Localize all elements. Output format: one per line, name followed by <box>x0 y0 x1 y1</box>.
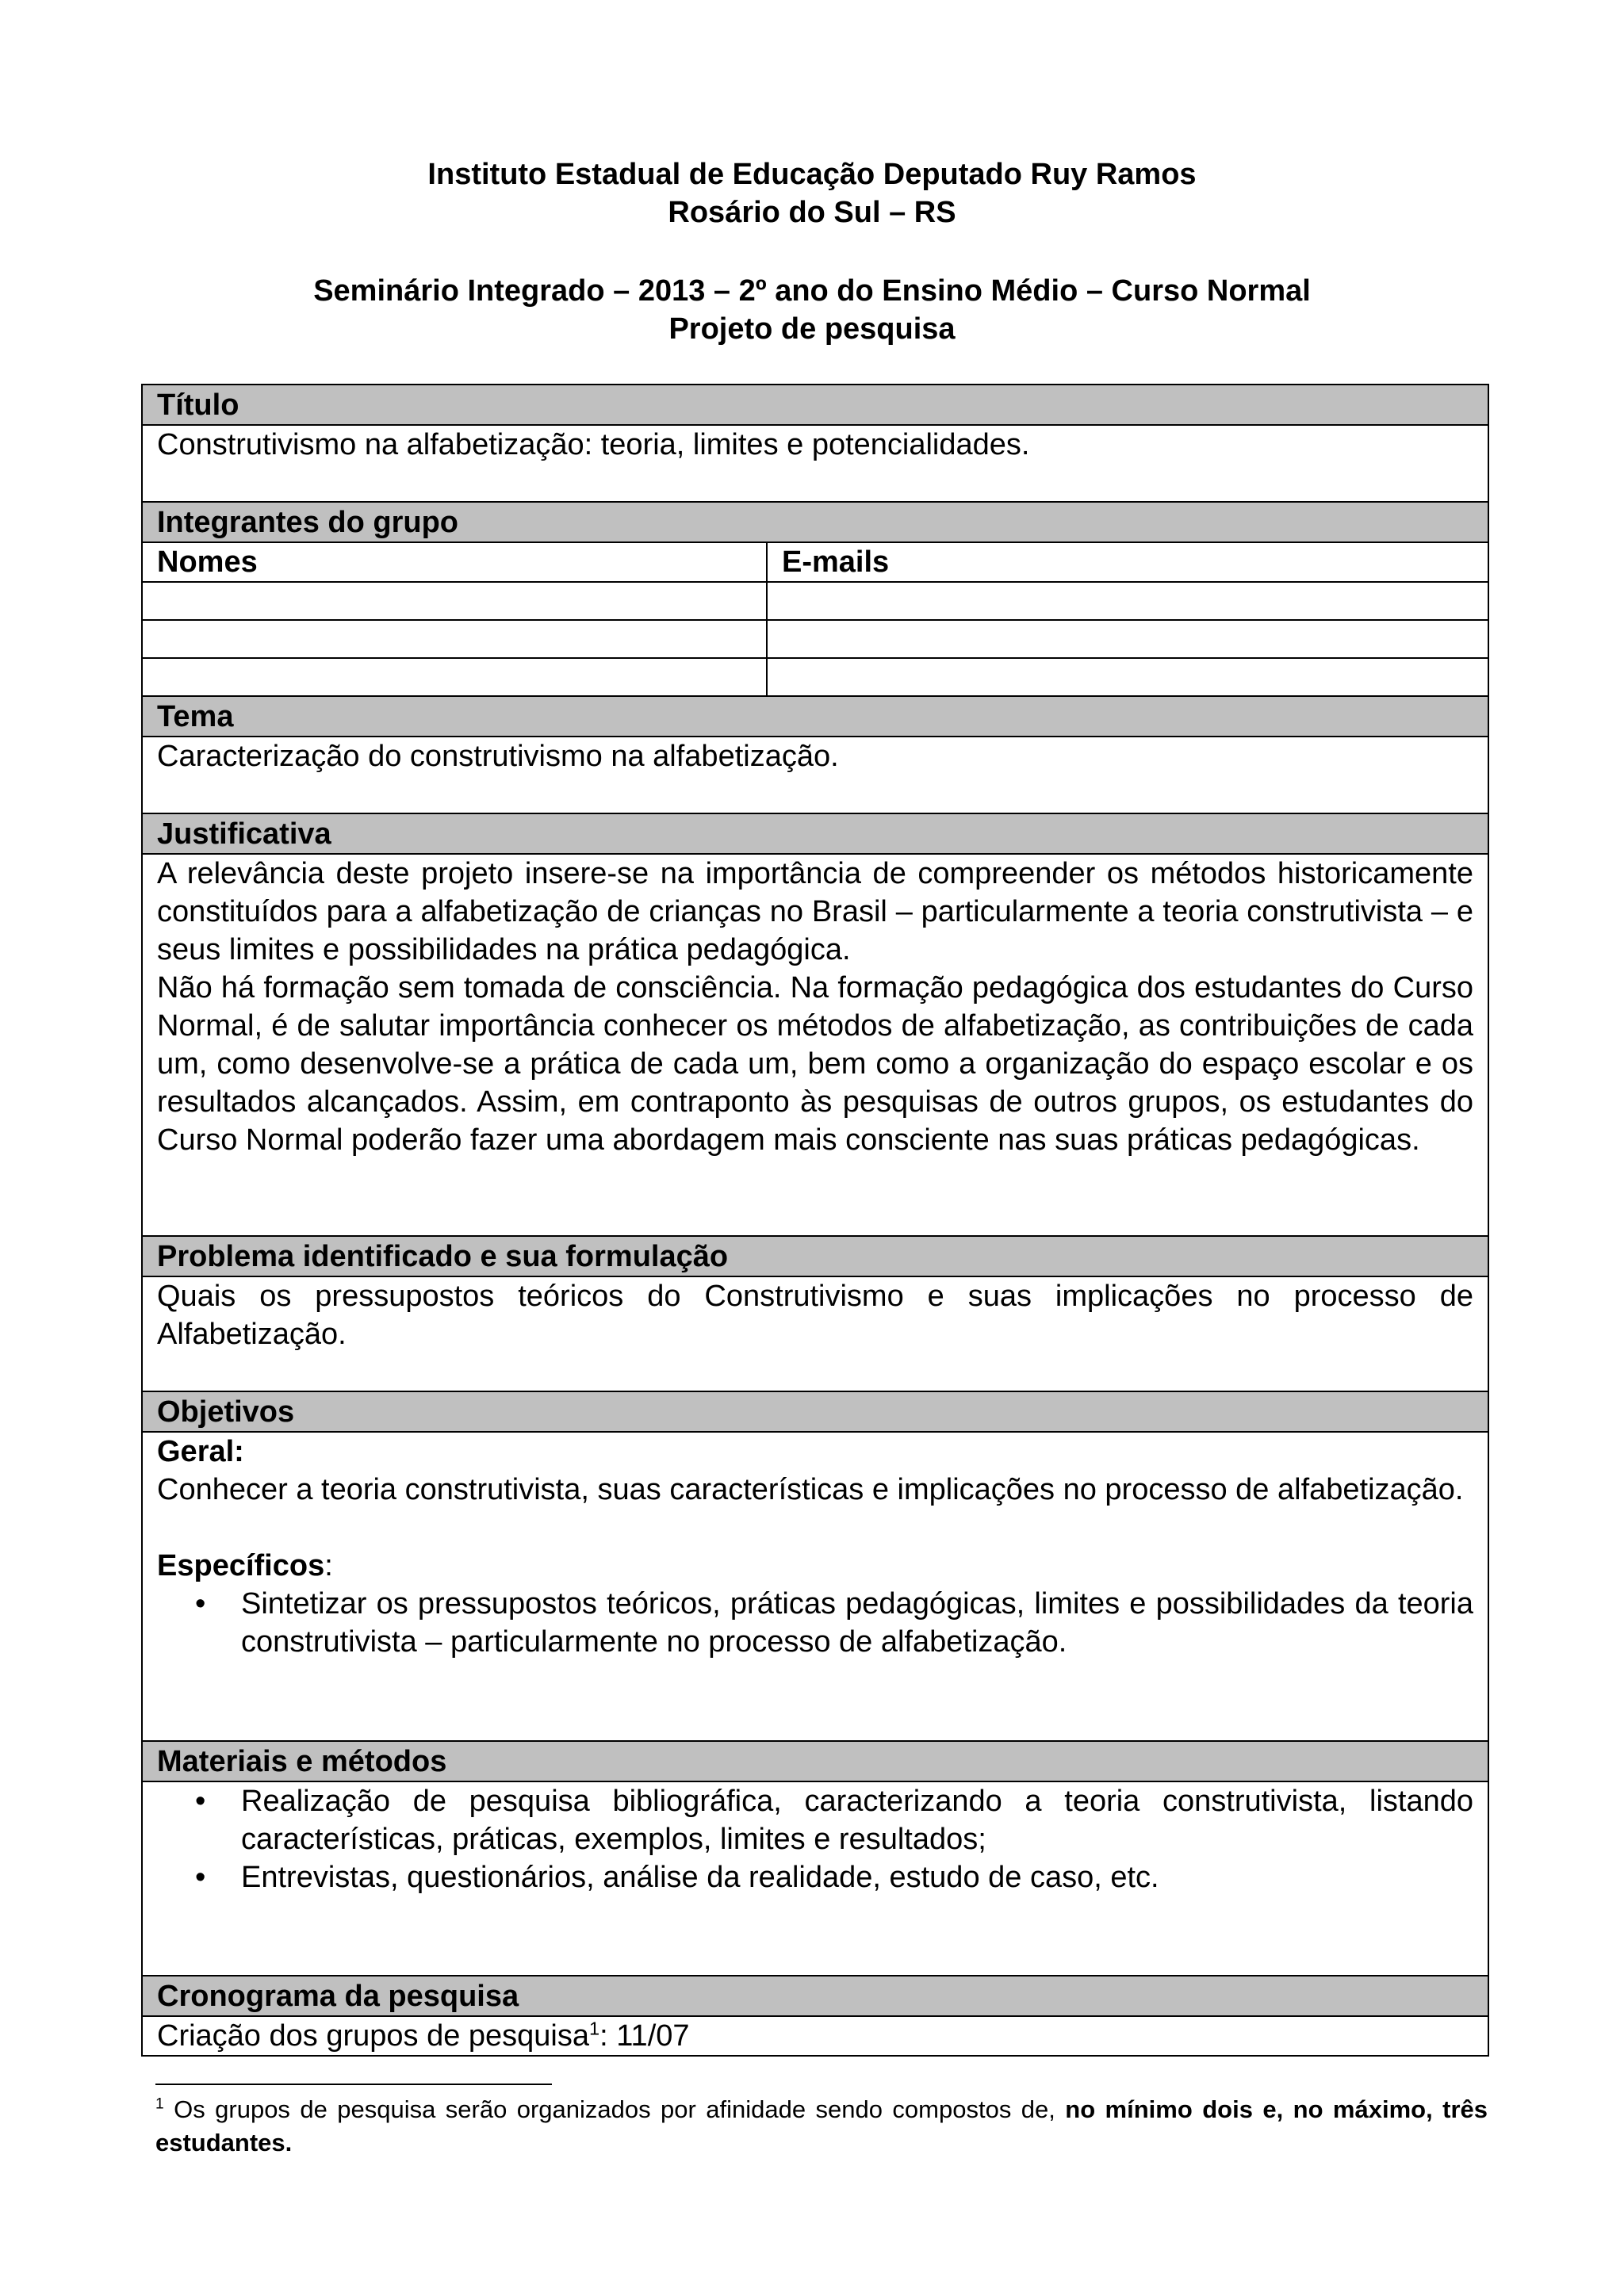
cronograma-item-value: : 11/07 <box>599 2019 690 2053</box>
section-header-materiais <box>142 1741 1488 1781</box>
problema-value: Quais os pressupostos teóricos do Construtivismo e suas implicações no processo de Alfabetização. <box>142 1276 1488 1391</box>
seminar-title: Seminário Integrado – 2013 – 2º ano do Ensino Médio – Curso Normal <box>313 274 1311 308</box>
list-item: • Sintetizar os pressupostos teóricos, práticas pedagógicas, limites e possibilidades da teoria construtivista – particularmente no processo de alfabetização. <box>241 1585 1473 1661</box>
member-email-cell[interactable] <box>767 582 1488 620</box>
footnote-reference[interactable]: 1 <box>589 2018 600 2039</box>
objetivos-especificos-line: Específicos: <box>157 1549 333 1582</box>
footnote-text: Os grupos de pesquisa serão organizados por afinidade sendo compostos de, <box>163 2095 1066 2123</box>
section-header-justificativa <box>142 813 1488 854</box>
document-header <box>0 155 1624 232</box>
list-item: • Entrevistas, questionários, análise da realidade, estudo de caso, etc. <box>241 1858 1473 1896</box>
cronograma-item-label: Criação dos grupos de pesquisa <box>157 2019 590 2053</box>
objetivos-heading: Objetivos <box>142 1391 1488 1432</box>
materiais-heading: Materiais e métodos <box>142 1741 1488 1781</box>
justificativa-paragraph: Não há formação sem tomada de consciência. Na formação pedagógica dos estudantes do Curso Normal, é de salutar importância conhecer os métodos de alfabetização, as contribuições de cada um, como desenvolve-se a prática de cada um, bem como a organização do espaço escolar e os resultados alcançados. Assim, em contraponto às pesquisas de outros grupos, os estudantes do Curso Normal poderão fazer uma abordagem mais consciente nas suas práticas pedagógicas. <box>157 971 1473 1157</box>
member-row <box>142 620 1488 658</box>
section-header-objetivos <box>142 1391 1488 1432</box>
titulo-value: Construtivismo na alfabetização: teoria, limites e potencialidades. <box>142 425 1488 502</box>
project-form-table <box>141 384 1489 2057</box>
section-header-integrantes <box>142 502 1488 542</box>
footnote-number: 1 <box>155 2095 164 2113</box>
column-header-nomes: Nomes <box>142 542 767 582</box>
cronograma-item <box>142 2016 1488 2056</box>
section-header-problema <box>142 1236 1488 1276</box>
institution-name: Instituto Estadual de Educação Deputado Ruy Ramos <box>427 158 1197 191</box>
materiais-body <box>142 1781 1488 1976</box>
problema-heading: Problema identificado e sua formulação <box>142 1236 1488 1276</box>
integrantes-column-headers <box>142 542 1488 582</box>
objetivos-especificos-list <box>157 1585 1473 1661</box>
member-name-cell[interactable] <box>142 658 767 696</box>
document-type: Projeto de pesquisa <box>668 312 956 346</box>
document-subheader <box>0 272 1624 348</box>
titulo-heading: Título <box>142 385 1488 425</box>
section-header-tema <box>142 696 1488 737</box>
footnote <box>155 2093 1488 2160</box>
member-name-cell[interactable] <box>142 582 767 620</box>
section-header-cronograma <box>142 1976 1488 2016</box>
list-item: • Realização de pesquisa bibliográfica, caracterizando a teoria construtivista, listando características, práticas, exemplos, limites e resultados; <box>241 1782 1473 1858</box>
integrantes-heading: Integrantes do grupo <box>142 502 1488 542</box>
city-name: Rosário do Sul – RS <box>668 196 956 229</box>
objetivos-body <box>142 1432 1488 1741</box>
materiais-list <box>157 1782 1473 1896</box>
justificativa-heading: Justificativa <box>142 813 1488 854</box>
objetivo-geral-text: Conhecer a teoria construtivista, suas características e implicações no processo de alfabetização. <box>157 1473 1464 1506</box>
tema-value: Caracterização do construtivismo na alfabetização. <box>142 737 1488 813</box>
justificativa-paragraph: A relevância deste projeto insere-se na importância de compreender os métodos historicamente constituídos para a alfabetização de crianças no Brasil – particularmente a teoria construtivista – e seus limites e possibilidades na prática pedagógica. <box>157 857 1473 966</box>
justificativa-body <box>142 854 1488 1236</box>
member-row <box>142 658 1488 696</box>
member-email-cell[interactable] <box>767 658 1488 696</box>
column-header-emails: E-mails <box>767 542 1488 582</box>
member-email-cell[interactable] <box>767 620 1488 658</box>
tema-heading: Tema <box>142 696 1488 737</box>
footnote-bold-text: no mínimo dois e, no máximo, três estudantes. <box>155 2095 1488 2156</box>
footnote-separator <box>155 2084 552 2085</box>
cronograma-heading: Cronograma da pesquisa <box>142 1976 1488 2016</box>
objetivo-geral-label: Geral: <box>157 1435 244 1468</box>
section-header-titulo <box>142 385 1488 425</box>
objetivos-especificos-label: Específicos <box>157 1549 325 1582</box>
member-row <box>142 582 1488 620</box>
member-name-cell[interactable] <box>142 620 767 658</box>
